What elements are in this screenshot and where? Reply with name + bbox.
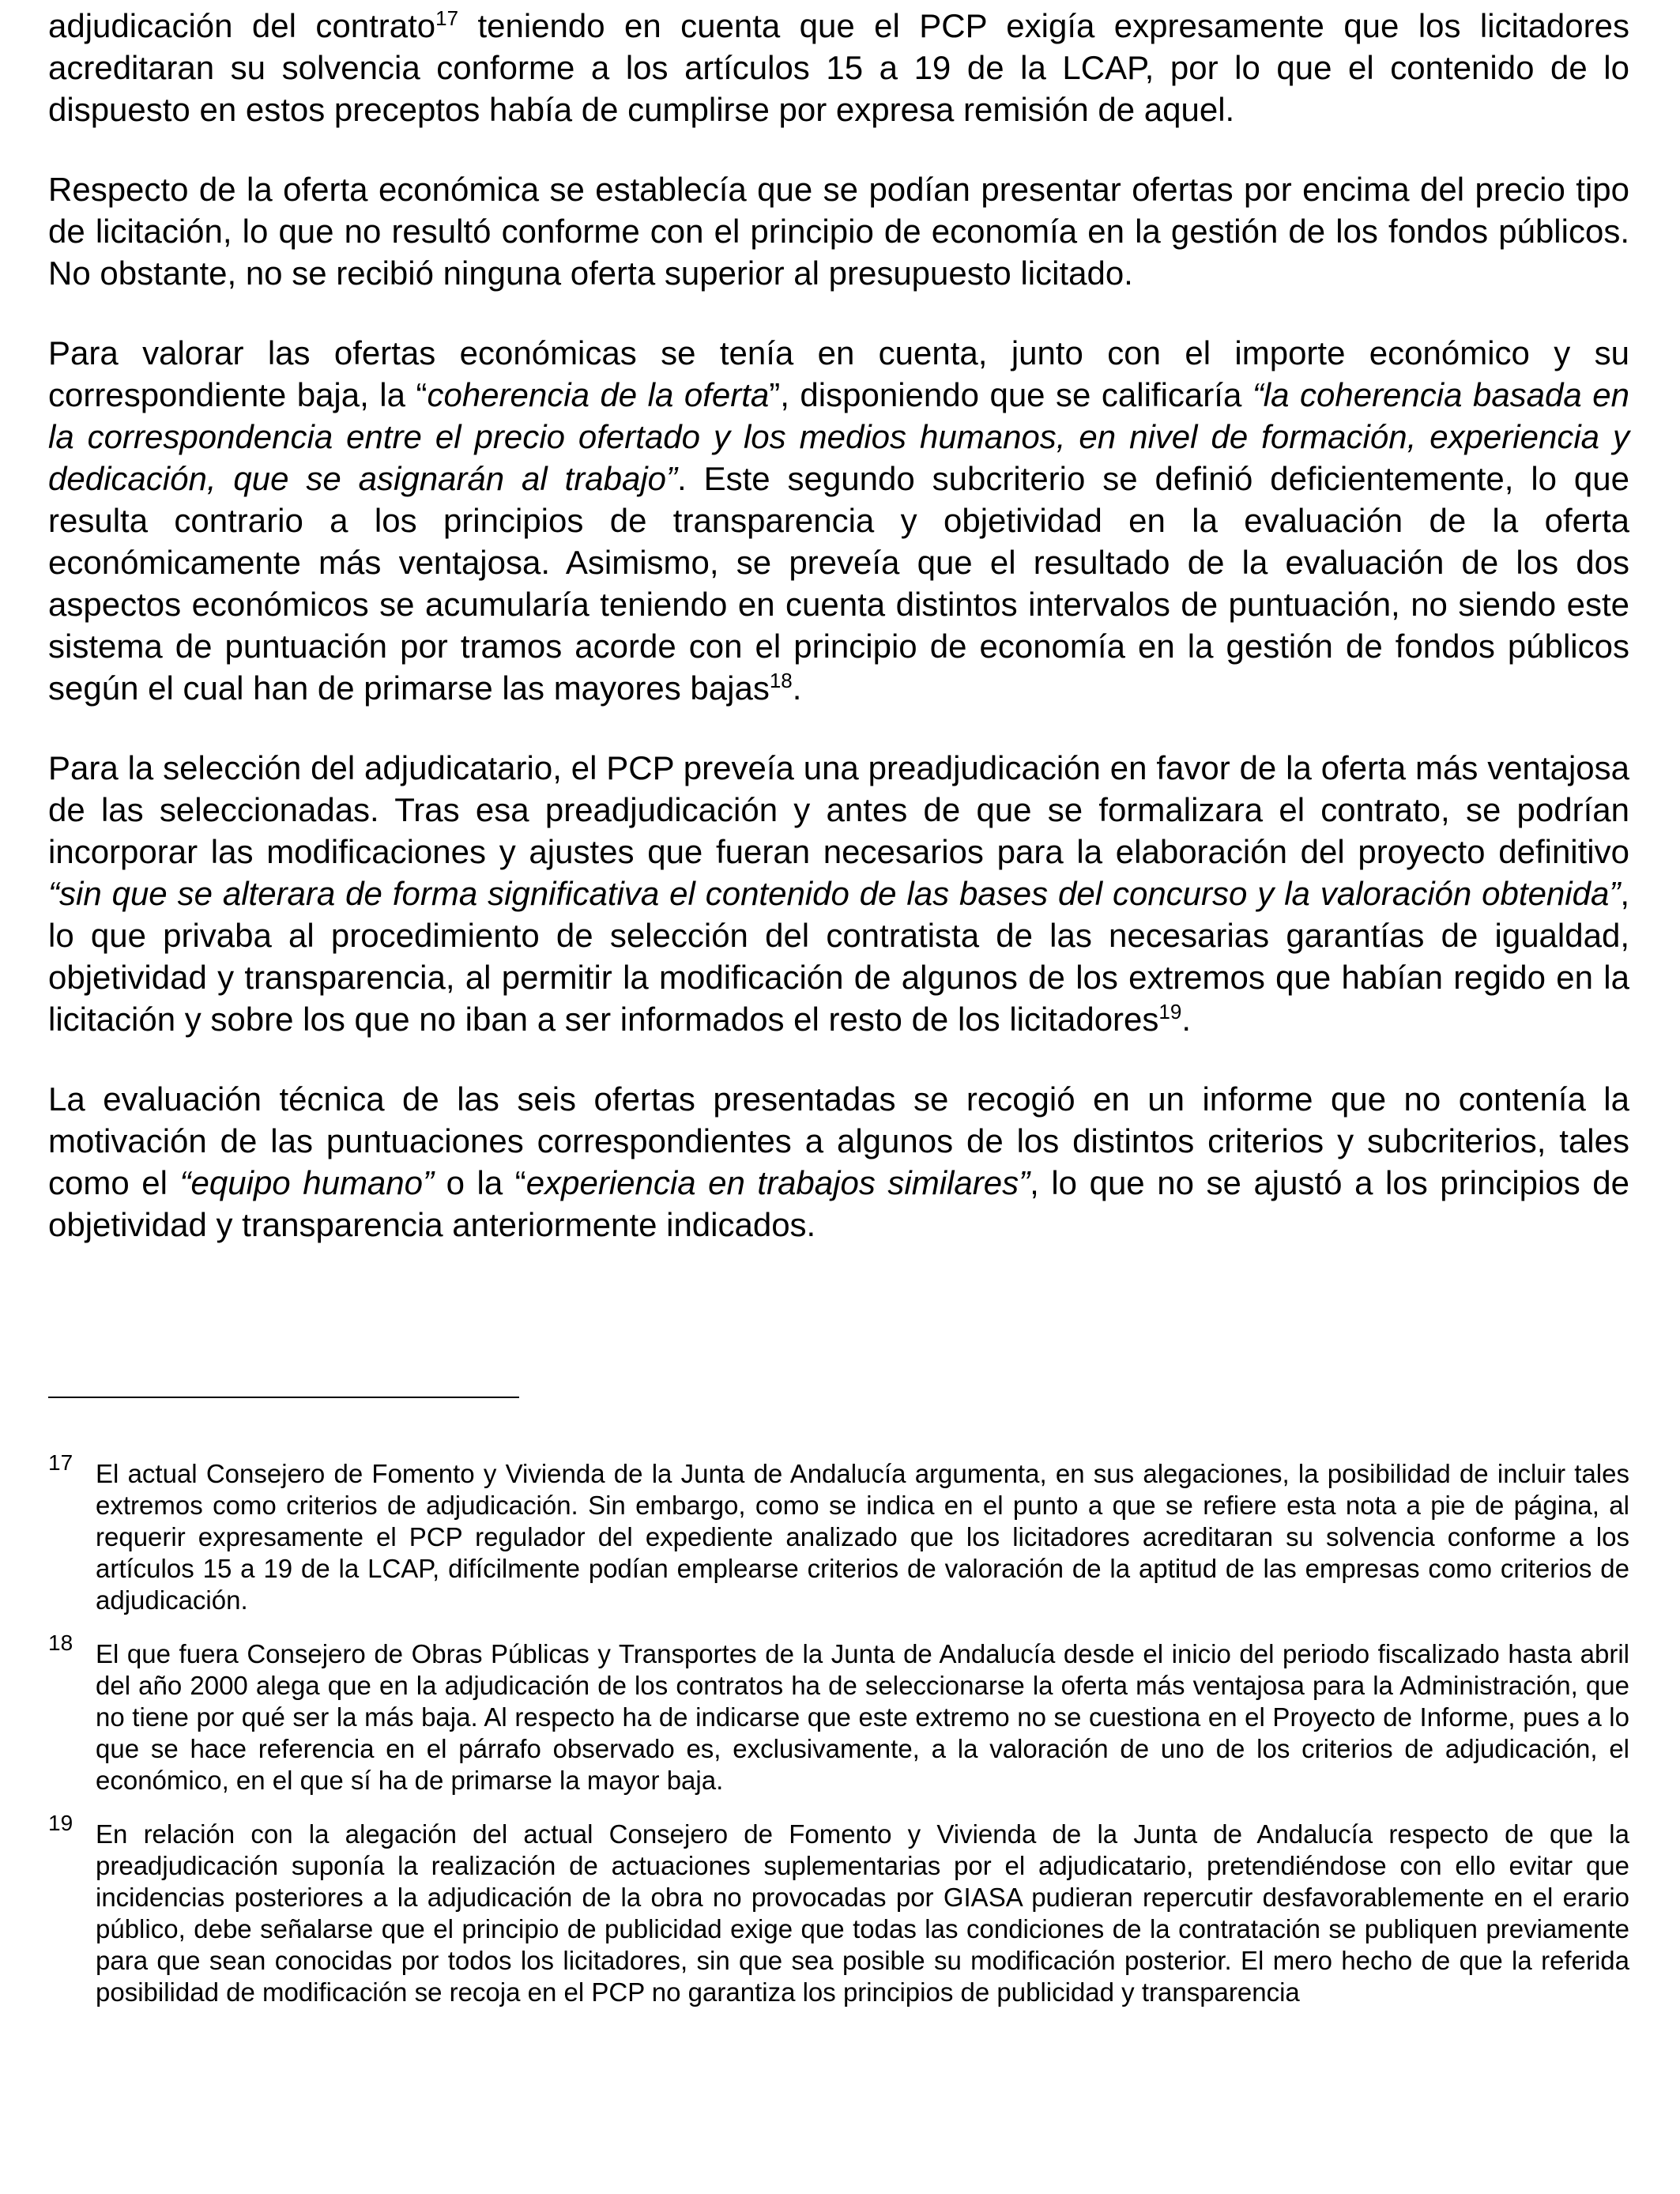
paragraph-text: .: [1181, 1001, 1191, 1038]
footnote-reference: 19: [1158, 1000, 1182, 1023]
paragraph-text: ”, disponiendo que se calificaría: [769, 376, 1252, 413]
body-text: [48, 5, 1629, 1246]
paragraph-text: teniendo en cuenta que el PCP exigía expresamente que los licitadores acreditaran su solvencia conforme a los artículos 15 a 19 de la LCAP, por lo que el contenido de lo dispuesto en estos preceptos había de cumplirse por expresa remisión de aquel.: [48, 7, 1629, 128]
quoted-italic-text: “equipo humano”: [179, 1164, 434, 1201]
paragraph-text: o la “: [434, 1164, 526, 1201]
paragraph-text: , lo que privaba al procedimiento de selección del contratista de las necesarias garantías de igualdad, objetividad y transparencia, al permitir la modificación de algunos de los extremos que habían regido en la licitación y sobre los que no iban a ser informados el resto de los licitadores: [48, 875, 1629, 1038]
quoted-italic-text: experiencia en trabajos similares”: [525, 1164, 1030, 1201]
paragraph-text: Para la selección del adjudicatario, el PCP preveía una preadjudicación en favor de la oferta más ventajosa de las seleccionadas. Tras esa preadjudicación y antes de que se formalizara el contrato, se podrían incorporar las modificaciones y ajustes que fueran necesarios para la elaboración del proyecto definitivo: [48, 749, 1629, 870]
footnote-text: En relación con la alegación del actual Consejero de Fomento y Vivienda de la Junta de Andalucía respecto de que la preadjudicación suponía la realización de actuaciones suplementarias por el adjudicatario, pretendiéndose con ello evitar que incidencias posteriores a la adjudicación de la obra no provocadas por GIASA pudieran repercutir desfavorablemente en el erario público, debe señalarse que el principio de publicidad exige que todas las condiciones de la contratación se publiquen previamente para que sean conocidas por todos los licitadores, sin que sea posible su modificación posterior. El mero hecho de que la referida posibilidad de modificación se recoja en el PCP no garantiza los principios de publicidad y transparencia: [96, 1819, 1629, 2007]
paragraph: [48, 332, 1629, 709]
paragraph-text: , lo que no se ajustó a los principios de objetividad y transparencia anteriormente indicados.: [48, 1164, 1629, 1243]
paragraph-text: adjudicación del contrato: [48, 7, 436, 44]
footnote: [48, 1630, 1629, 1796]
footnote-reference: 18: [769, 669, 793, 692]
paragraph: [48, 168, 1629, 294]
footnote-number: 18: [48, 1630, 73, 1655]
footnote-text: El que fuera Consejero de Obras Públicas y Transportes de la Junta de Andalucía desde el inicio del periodo fiscalizado hasta abril del año 2000 alega que en la adjudicación de los contratos ha de seleccionarse la oferta más ventajosa para la Administración, que no tiene por qué ser la más baja. Al respecto ha de indicarse que este extremo no se cuestiona en el Proyecto de Informe, pues a lo que se hace referencia en el párrafo observado es, exclusivamente, a la valoración de uno de los criterios de adjudicación, el económico, en el que sí ha de primarse la mayor baja.: [96, 1639, 1629, 1795]
paragraph: [48, 1078, 1629, 1246]
paragraph-text: Respecto de la oferta económica se establecía que se podían presentar ofertas por encima del precio tipo de licitación, lo que no resultó conforme con el principio de economía en la gestión de los fondos públicos. No obstante, no se recibió ninguna oferta superior al presupuesto licitado.: [48, 171, 1629, 292]
paragraph: [48, 5, 1629, 130]
paragraph: [48, 747, 1629, 1040]
quoted-italic-text: “sin que se alterara de forma significativa el contenido de las bases del concurso y la valoración obtenida”: [48, 875, 1621, 912]
footnote: [48, 1450, 1629, 1616]
paragraph-text: Para valorar las ofertas económicas se tenía en cuenta, junto con el importe económico y su correspondiente baja, la “: [48, 334, 1629, 413]
footnotes: [48, 1450, 1629, 2030]
footnote-text: El actual Consejero de Fomento y Vivienda de la Junta de Andalucía argumenta, en sus alegaciones, la posibilidad de incluir tales extremos como criterios de adjudicación. Sin embargo, como se indica en el punto a que se refiere esta nota a pie de página, al requerir expresamente el PCP regulador del expediente analizado que los licitadores acreditaran su solvencia conforme a los artículos 15 a 19 de la LCAP, difícilmente podían emplearse criterios de valoración de la aptitud de las empresas como criterios de adjudicación.: [96, 1459, 1629, 1615]
footnote-separator: [48, 1397, 519, 1398]
footnote-number: 17: [48, 1450, 73, 1475]
paragraph-text: La evaluación técnica de las seis ofertas presentadas se recogió en un informe que no contenía la motivación de las puntuaciones correspondientes a algunos de los distintos criterios y subcriterios, tales como el: [48, 1080, 1629, 1201]
footnote-number: 19: [48, 1811, 73, 1835]
footnote: [48, 1811, 1629, 2008]
paragraph-text: .: [792, 669, 802, 707]
paragraph-text: . Este segundo subcriterio se definió deficientemente, lo que resulta contrario a los principios de transparencia y objetividad en la evaluación de la oferta económicamente más ventajosa. Asimismo, se preveía que el resultado de la evaluación de los dos aspectos económicos se acumularía teniendo en cuenta distintos intervalos de puntuación, no siendo este sistema de puntuación por tramos acorde con el principio de economía en la gestión de fondos públicos según el cual han de primarse las mayores bajas: [48, 460, 1629, 707]
document-page: [48, 0, 1629, 2007]
quoted-italic-text: coherencia de la oferta: [427, 376, 770, 413]
quoted-italic-text: “la coherencia basada en la correspondencia entre el precio ofertado y los medios humanos, en nivel de formación, experiencia y dedicación, que se asignarán al trabajo”: [48, 376, 1629, 497]
footnote-reference: 17: [435, 6, 459, 30]
